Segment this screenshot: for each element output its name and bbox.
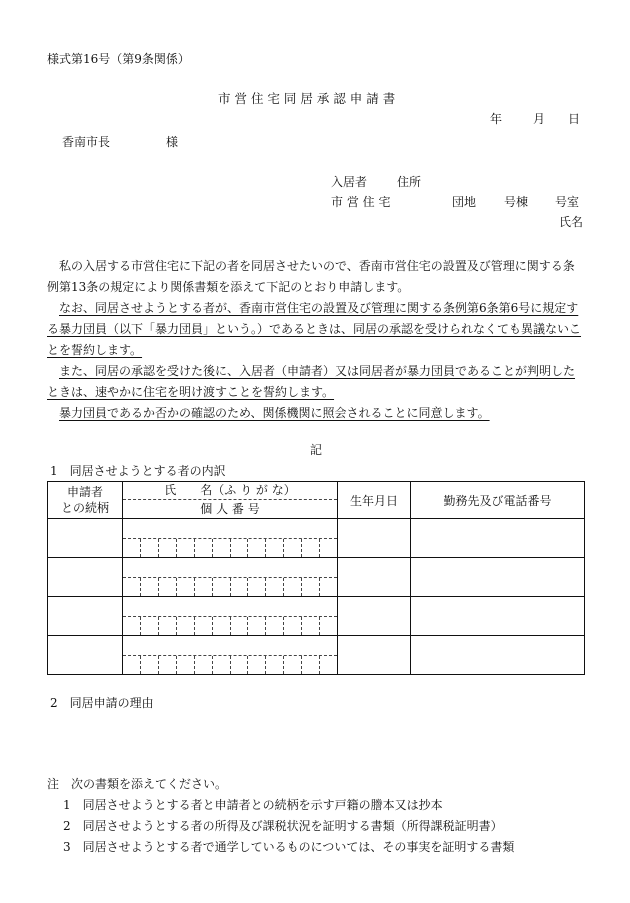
date-year-label: 年 bbox=[490, 112, 503, 126]
section-2-heading: 2 同居申請の理由 bbox=[50, 696, 154, 710]
note-item-3: 3 同居させようとする者で通学しているものについては、その事実を証明する書類 bbox=[63, 840, 515, 854]
danchi-label: 団地 bbox=[452, 195, 477, 209]
birthdate-cell[interactable] bbox=[338, 558, 411, 597]
notes-heading: 注 次の書類を添えてください。 bbox=[47, 777, 228, 791]
housing-label: 市 営 住 宅 bbox=[331, 195, 391, 209]
room-label: 号室 bbox=[555, 195, 580, 209]
header-relation: 申請者 との続柄 bbox=[48, 482, 123, 519]
date-day-label: 日 bbox=[568, 112, 581, 126]
header-birthdate: 生年月日 bbox=[338, 482, 411, 519]
header-name: 氏 名（ふ り が な） bbox=[123, 482, 337, 500]
birthdate-cell[interactable] bbox=[338, 519, 411, 558]
birthdate-cell[interactable] bbox=[338, 597, 411, 636]
table-row bbox=[48, 597, 585, 636]
table-row bbox=[48, 636, 585, 675]
addressee-honorific: 様 bbox=[166, 135, 179, 149]
relation-cell[interactable] bbox=[48, 519, 123, 558]
table-header-row bbox=[48, 482, 585, 519]
name-label: 氏名 bbox=[559, 215, 584, 229]
address-label: 住所 bbox=[397, 175, 422, 189]
header-mynumber: 個 人 番 号 bbox=[200, 502, 260, 516]
form-number: 様式第16号（第9条関係） bbox=[47, 52, 190, 66]
header-name-mynumber bbox=[123, 482, 338, 519]
header-workplace-phone: 勤務先及び電話番号 bbox=[411, 482, 585, 519]
section-1-heading: 1 同居させようとする者の内訳 bbox=[50, 464, 226, 478]
name-mynumber-cell[interactable] bbox=[123, 636, 338, 675]
note-item-1: 1 同居させようとする者と申請者との続柄を示す戸籍の謄本又は抄本 bbox=[63, 798, 443, 812]
body-paragraph-2: なお、同居させようとする者が、香南市営住宅の設置及び管理に関する条例第6条第6号に規定する暴力団員（以下「暴力団員」という。）であるときは、同居の承認を受けられなくても異議ないことを誓約します。 bbox=[47, 301, 582, 357]
workplace-phone-cell[interactable] bbox=[411, 636, 585, 675]
document-title: 市 営 住 宅 同 居 承 認 申 請 書 bbox=[218, 91, 396, 106]
date-month-label: 月 bbox=[533, 112, 546, 126]
body-paragraph-3: また、同居の承認を受けた後に、入居者（申請者）又は同居者が暴力団員であることが判明したときは、速やかに住宅を明け渡すことを誓約します。 bbox=[47, 364, 576, 399]
name-mynumber-cell[interactable] bbox=[123, 597, 338, 636]
relation-cell[interactable] bbox=[48, 597, 123, 636]
applicant-label: 入居者 bbox=[331, 175, 368, 189]
ki-label: 記 bbox=[310, 443, 323, 457]
note-item-2: 2 同居させようとする者の所得及び課税状況を証明する書類（所得課税証明書） bbox=[63, 819, 503, 833]
relation-cell[interactable] bbox=[48, 558, 123, 597]
relation-cell[interactable] bbox=[48, 636, 123, 675]
birthdate-cell[interactable] bbox=[338, 636, 411, 675]
body-paragraph-4: 暴力団員であるか否かの確認のため、関係機関に照会されることに同意します。 bbox=[59, 406, 490, 420]
name-mynumber-cell[interactable] bbox=[123, 519, 338, 558]
table-row bbox=[48, 519, 585, 558]
building-label: 号棟 bbox=[504, 195, 529, 209]
workplace-phone-cell[interactable] bbox=[411, 597, 585, 636]
cohabitant-table bbox=[47, 481, 585, 675]
workplace-phone-cell[interactable] bbox=[411, 558, 585, 597]
name-mynumber-cell[interactable] bbox=[123, 558, 338, 597]
addressee-name: 香南市長 bbox=[62, 135, 111, 149]
table-row bbox=[48, 558, 585, 597]
workplace-phone-cell[interactable] bbox=[411, 519, 585, 558]
body-paragraph-1: 私の入居する市営住宅に下記の者を同居させたいので、香南市営住宅の設置及び管理に関する条例第13条の規定により関係書類を添えて下記のとおり申請します。 bbox=[47, 259, 575, 294]
